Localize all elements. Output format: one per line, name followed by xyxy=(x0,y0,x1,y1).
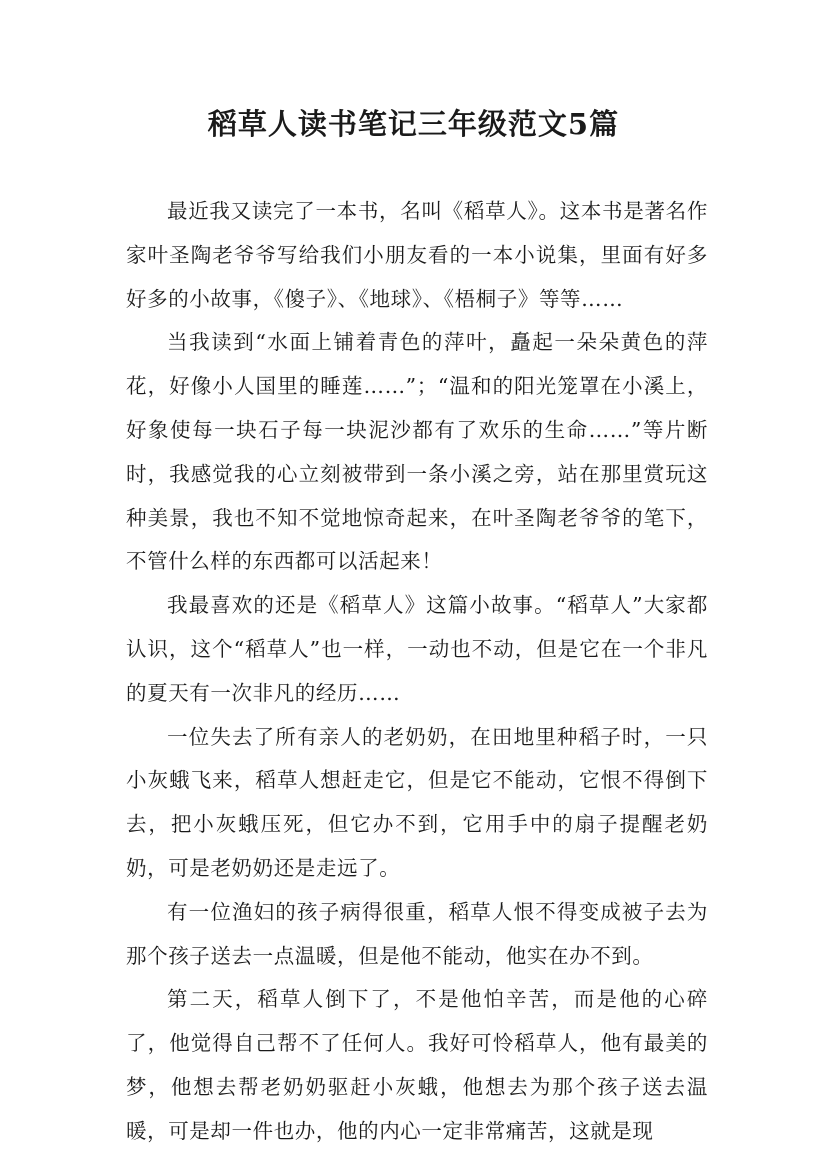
document-body xyxy=(126,190,708,1154)
document-title: 稻草人读书笔记三年级范文5篇 xyxy=(207,107,620,141)
paragraph-1: 最近我又读完了一本书，名叫《稻草人》。这本书是著名作家叶圣陶老爷爷写给我们小朋友看的一本小说集，里面有好多好多的小故事，《傻子》、《地球》、《梧桐子》等等…… xyxy=(126,199,708,311)
paragraph-4: 一位失去了所有亲人的老奶奶，在田地里种稻子时，一只小灰蛾飞来，稻草人想赶走它，但是它不能动，它恨不得倒下去，把小灰蛾压死，但它办不到，它用手中的扇子提醒老奶奶，可是老奶奶还是走远了。 xyxy=(126,724,708,880)
paragraph-6: 第二天，稻草人倒下了，不是他怕辛苦，而是他的心碎了，他觉得自己帮不了任何人。我好可怜稻草人，他有最美的梦，他想去帮老奶奶驱赶小灰蛾，他想去为那个孩子送去温暖，可是却一件也办，他的内心一定非常痛苦，这就是现 xyxy=(126,987,708,1143)
paragraph-2: 当我读到“水面上铺着青色的萍叶，矗起一朵朵黄色的萍花，好像小人国里的睡莲……”；“温和的阳光笼罩在小溪上，好象使每一块石子每一块泥沙都有了欢乐的生命……”等片断时，我感觉我的心立刻被带到一条小溪之旁，站在那里赏玩这种美景，我也不知不觉地惊奇起来，在叶圣陶老爷爷的笔下，不管什么样的东西都可以活起来！ xyxy=(126,330,708,574)
paragraph-3: 我最喜欢的还是《稻草人》这篇小故事。“稻草人”大家都认识，这个“稻草人”也一样，一动也不动，但是它在一个非凡的夏天有一次非凡的经历…… xyxy=(126,593,708,705)
paragraph-5: 有一位渔妇的孩子病得很重，稻草人恨不得变成被子去为那个孩子送去一点温暖，但是他不能动，他实在办不到。 xyxy=(126,899,708,968)
